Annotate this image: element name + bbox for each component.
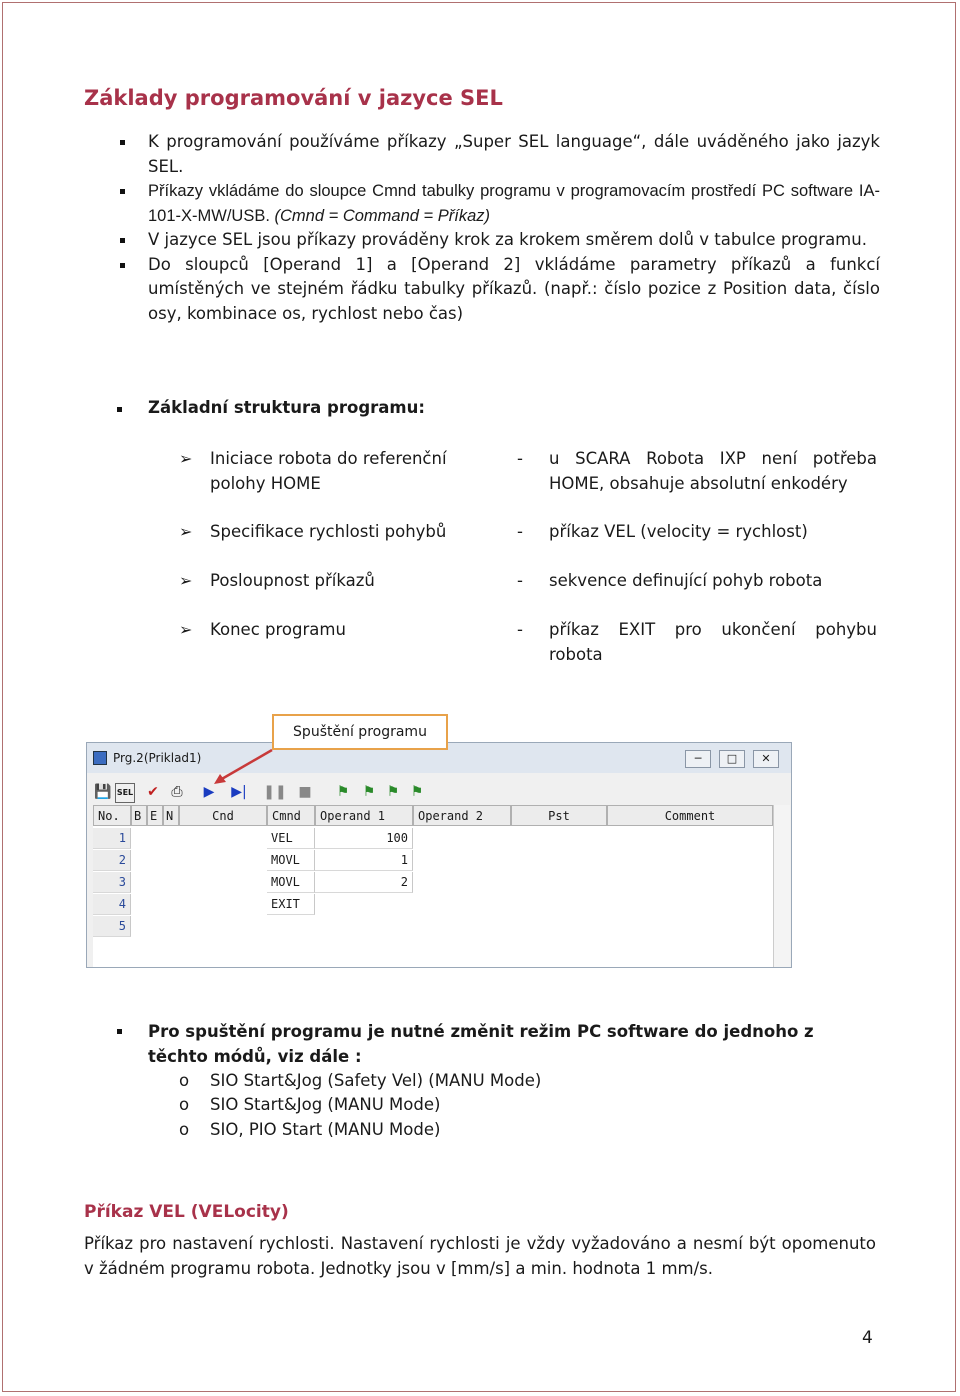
bullet-square-icon	[117, 1029, 122, 1034]
page-number: 4	[862, 1328, 873, 1348]
flag-k-icon[interactable]: ⚑	[386, 784, 400, 800]
table-cell-cmnd[interactable]: EXIT	[267, 894, 315, 915]
structure-title: Základní struktura programu:	[148, 398, 425, 417]
pause-icon[interactable]: ❚❚	[263, 784, 287, 800]
vertical-scrollbar[interactable]	[773, 805, 790, 967]
callout-arrow-icon	[210, 748, 280, 788]
column-header[interactable]: Comment	[607, 805, 773, 826]
program-window	[86, 742, 792, 968]
mode-item: SIO Start&Jog (Safety Vel) (MANU Mode)	[210, 1071, 542, 1090]
column-header[interactable]: Operand 1	[315, 805, 413, 826]
window-title: Prg.2(Priklad1)	[113, 751, 202, 765]
run-note: Pro spuštění programu je nutné změnit režim PC software do jednoho z těchto módů, viz dále :	[148, 1022, 814, 1066]
flag-i-icon[interactable]: ⚑	[362, 784, 376, 800]
sel-icon[interactable]: SEL	[115, 783, 135, 803]
row-number[interactable]: 4	[93, 894, 131, 915]
flag-transfer-icon[interactable]: ⚑	[410, 784, 424, 800]
list-item: K programování používáme příkazy „Super SEL language“, dále uváděného jako jazyk SEL.	[120, 130, 880, 179]
table-cell-cmnd[interactable]: VEL	[267, 828, 315, 849]
column-header[interactable]: B	[131, 805, 147, 826]
page-title: Základy programování v jazyce SEL	[84, 86, 503, 110]
intro-bullet-list	[120, 130, 880, 326]
print-icon[interactable]: ⎙	[171, 784, 183, 800]
minimize-button[interactable]: ─	[685, 750, 711, 768]
table-cell-operand1[interactable]: 1	[315, 850, 413, 871]
arrow-bullet-icon: ➢	[179, 620, 193, 639]
row-number[interactable]: 5	[93, 916, 131, 937]
list-item: Příkazy vkládáme do sloupce Cmnd tabulky programu v programovacím prostředí PC software IA-101-X-MW/USB. (Cmnd = Command = Příkaz)	[120, 179, 880, 228]
arrow-bullet-icon: ➢	[179, 571, 193, 590]
check-icon[interactable]: ✔	[147, 784, 159, 800]
row-number[interactable]: 3	[93, 872, 131, 893]
program-icon	[93, 751, 107, 765]
close-button[interactable]: ✕	[753, 750, 779, 768]
table-cell-operand1[interactable]: 100	[315, 828, 413, 849]
table-cell-cmnd[interactable]: MOVL	[267, 872, 315, 893]
column-header[interactable]: No.	[93, 805, 131, 826]
mode-marker: o	[179, 1071, 190, 1090]
row-number[interactable]: 2	[93, 850, 131, 871]
bullet-square-icon	[120, 238, 125, 243]
column-header[interactable]: Operand 2	[413, 805, 511, 826]
row-number[interactable]: 1	[93, 828, 131, 849]
mode-item: SIO, PIO Start (MANU Mode)	[210, 1120, 441, 1139]
bullet-square-icon	[120, 263, 125, 268]
column-header[interactable]: Pst	[511, 805, 607, 826]
section-heading: Příkaz VEL (VELocity)	[84, 1202, 289, 1222]
column-header[interactable]: E	[147, 805, 163, 826]
bullet-square-icon	[120, 140, 125, 145]
table-cell-operand1[interactable]: 2	[315, 872, 413, 893]
stop-icon[interactable]: ■	[298, 784, 312, 800]
mode-marker: o	[179, 1120, 190, 1139]
flag-icon[interactable]: ⚑	[336, 784, 350, 800]
save-icon[interactable]: 💾	[94, 784, 112, 800]
table-cell-cmnd[interactable]: MOVL	[267, 850, 315, 871]
bullet-square-icon	[117, 407, 122, 412]
bullet-square-icon	[120, 189, 125, 194]
column-header[interactable]: Cmnd	[267, 805, 315, 826]
arrow-bullet-icon: ➢	[179, 449, 193, 468]
toolbar	[87, 775, 791, 807]
section-paragraph: Příkaz pro nastavení rychlosti. Nastavení rychlosti je vždy vyžadováno a nesmí být opomenuto v žádném programu robota. Jednotky jsou v [mm/s] a min. hodnota 1 mm/s.	[84, 1234, 876, 1278]
program-table	[93, 805, 773, 967]
run-icon[interactable]: ▶	[203, 784, 215, 800]
run-program-callout: Spuštění programu	[272, 714, 448, 750]
mode-item: SIO Start&Jog (MANU Mode)	[210, 1095, 441, 1114]
column-header[interactable]: Cnd	[179, 805, 267, 826]
list-item: V jazyce SEL jsou příkazy prováděny krok za krokem směrem dolů v tabulce programu.	[120, 228, 880, 253]
mode-marker: o	[179, 1095, 190, 1114]
step-run-icon[interactable]: ▶|	[231, 784, 247, 800]
maximize-button[interactable]: □	[719, 750, 745, 768]
list-item: Do sloupců [Operand 1] a [Operand 2] vkládáme parametry příkazů a funkcí umístěných ve stejném řádku tabulky příkazů. (např.: číslo pozice z Position data, číslo osy, kombinace os, rychlost nebo čas)	[120, 253, 880, 327]
column-header[interactable]: N	[163, 805, 179, 826]
arrow-bullet-icon: ➢	[179, 522, 193, 541]
